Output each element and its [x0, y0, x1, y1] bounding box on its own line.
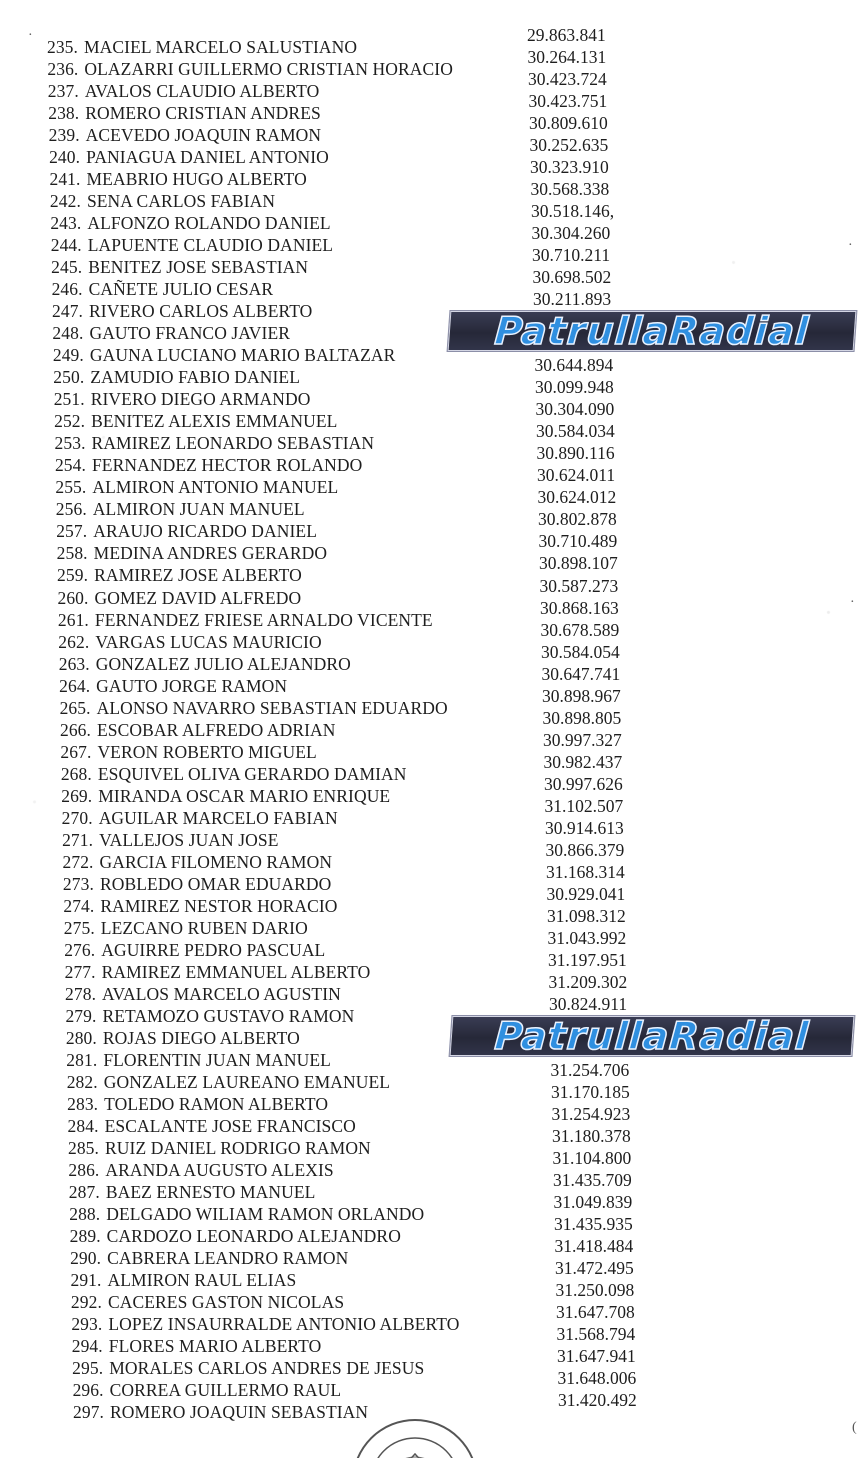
list-item [37, 278, 274, 300]
entry-dni: 30.898.805 [542, 707, 622, 728]
entry-number: 290. [70, 1248, 102, 1269]
entry-dni: 31.435.709 [553, 1170, 632, 1191]
entry-name: CAÑETE JULIO CESAR [88, 279, 274, 300]
entry-name: GONZALEZ JULIO ALEJANDRO [95, 653, 351, 674]
list-item [45, 741, 316, 763]
list-item [39, 410, 337, 432]
entry-name: VARGAS LUCAS MAURICIO [95, 631, 322, 652]
entry-name: ALFONZO ROLANDO DANIEL [87, 213, 331, 234]
list-item [47, 807, 338, 829]
entry-number: 276. [64, 939, 96, 960]
entry-name: BENITEZ JOSE SEBASTIAN [88, 257, 309, 278]
entry-dni: 30.584.054 [541, 641, 620, 662]
entry-number: 280. [65, 1027, 97, 1048]
entry-dni: 31.647.941 [557, 1346, 636, 1367]
list-item [56, 1269, 297, 1291]
list-item [53, 1115, 356, 1137]
list-item [56, 1313, 459, 1335]
entry-dni: 30.710.489 [538, 531, 618, 552]
entry-name: MACIEL MARCELO SALUSTIANO [84, 37, 358, 57]
list-item [41, 520, 317, 542]
entry-dni: 31.254.706 [550, 1059, 630, 1080]
entry-number: 286. [68, 1160, 100, 1181]
entry-name: FLORES MARIO ALBERTO [108, 1336, 322, 1357]
entry-dni: 30.898.967 [542, 685, 621, 706]
list-item [40, 432, 375, 454]
entry-name: ALMIRON ANTONIO MANUEL [92, 477, 339, 498]
entry-dni: 31.647.708 [556, 1302, 635, 1323]
entry-name: ESCOBAR ALFREDO ADRIAN [97, 719, 336, 740]
entry-name: MORALES CARLOS ANDRES DE JESUS [109, 1358, 425, 1379]
entry-dni: 30.802.878 [538, 509, 617, 530]
list-item [42, 564, 302, 586]
list-item [48, 873, 331, 895]
entry-dni: 30.624.012 [537, 487, 617, 508]
entry-number: 255. [55, 477, 87, 498]
entry-dni: 31.648.006 [557, 1368, 637, 1389]
entry-dni: 30.252.635 [529, 135, 609, 156]
watermark-text: PatrullaRadial [493, 309, 811, 354]
patrulla-radial-watermark [447, 310, 858, 352]
entry-name: ROMERO CRISTIAN ANDRES [85, 103, 321, 124]
entry-name: RUIZ DANIEL RODRIGO RAMON [105, 1138, 371, 1158]
entry-dni: 31.180.378 [552, 1126, 631, 1146]
list-item [54, 1203, 424, 1225]
list-item [45, 719, 335, 741]
entry-number: 279. [65, 1005, 97, 1026]
entry-name: ALMIRON JUAN MANUEL [92, 499, 305, 520]
entry-dni: 30.866.379 [545, 839, 625, 860]
list-item [52, 1093, 328, 1115]
entry-name: RAMIREZ EMMANUEL ALBERTO [101, 961, 371, 982]
list-item [32, 36, 357, 58]
entry-name: VERON ROBERTO MIGUEL [97, 741, 317, 762]
entry-number: 297. [73, 1402, 105, 1423]
list-item [50, 961, 371, 983]
entry-dni: 31.418.484 [554, 1236, 634, 1257]
entry-number: 261. [57, 609, 89, 630]
entry-name: FERNANDEZ HECTOR ROLANDO [91, 455, 363, 476]
list-item [49, 917, 308, 939]
entry-number: 289. [69, 1226, 101, 1247]
entry-name: TOLEDO RAMON ALBERTO [104, 1093, 329, 1114]
entry-name: ROBLEDO OMAR EDUARDO [99, 873, 332, 894]
list-item [58, 1401, 368, 1423]
entry-name: PANIAGUA DANIEL ANTONIO [86, 147, 329, 168]
entry-number: 296. [72, 1380, 104, 1401]
entry-number: 268. [60, 763, 92, 784]
entry-dni: 30.824.911 [549, 993, 628, 1014]
entry-name: GONZALEZ LAUREANO EMANUEL [103, 1071, 391, 1092]
entry-number: 242. [49, 191, 81, 212]
entry-dni: 31.254.923 [551, 1103, 631, 1124]
entry-dni: 30.568.338 [530, 179, 610, 200]
list-item [55, 1247, 348, 1269]
entry-dni: 31.435.935 [554, 1214, 633, 1235]
entry-number: 288. [69, 1204, 101, 1225]
entry-number: 264. [59, 675, 91, 696]
entry-dni: 30.304.260 [531, 223, 611, 244]
list-item [43, 631, 321, 653]
entry-name: CORREA GUILLERMO RAUL [109, 1380, 342, 1401]
entry-dni: 30.678.589 [540, 619, 620, 640]
list-item [44, 675, 287, 697]
list-item [53, 1137, 371, 1159]
entry-name: CARDOZO LEONARDO ALEJANDRO [106, 1226, 401, 1247]
entry-name: DELGADO WILIAM RAMON ORLANDO [106, 1204, 425, 1225]
entry-number: 262. [58, 631, 90, 652]
entry-name: ALONSO NAVARRO SEBASTIAN EDUARDO [96, 697, 448, 718]
list-item [43, 587, 302, 609]
list-item [44, 653, 351, 675]
entry-dni: 30.929.041 [546, 883, 626, 904]
entry-dni: 30.587.273 [539, 575, 619, 596]
list-item [35, 190, 275, 212]
entry-name: RAMIREZ JOSE ALBERTO [94, 565, 302, 586]
entry-number: 294. [71, 1336, 103, 1357]
entry-dni: 31.209.302 [548, 971, 628, 992]
entry-number: 251. [53, 389, 85, 410]
entry-name: ESQUIVEL OLIVA GERARDO DAMIAN [97, 763, 407, 784]
list-item [46, 785, 390, 807]
entry-dni: 30.624.011 [537, 465, 616, 486]
list-item [58, 1379, 342, 1401]
list-item [48, 851, 333, 873]
entry-number: 258. [56, 543, 88, 564]
entry-number: 249. [52, 345, 84, 366]
list-item [34, 124, 321, 146]
entry-number: 281. [66, 1049, 98, 1070]
entry-dni: 30.323.910 [530, 157, 609, 178]
entry-number: 285. [67, 1138, 99, 1158]
entry-dni: 31.197.951 [548, 949, 627, 970]
list-item [33, 102, 321, 124]
entry-dni: 31.104.800 [552, 1148, 632, 1169]
entry-number: 248. [52, 323, 84, 344]
entry-number: 238. [48, 103, 80, 124]
entry-number: 254. [54, 455, 86, 476]
entry-dni: 30.584.034 [536, 421, 615, 442]
entry-number: 287. [68, 1182, 100, 1203]
list-item [34, 146, 329, 168]
entry-number: 244. [50, 235, 82, 256]
entry-name: ESCALANTE JOSE FRANCISCO [104, 1115, 356, 1136]
list-item [33, 80, 320, 102]
entry-number: 239. [48, 125, 80, 146]
entry-name: RIVERO DIEGO ARMANDO [90, 389, 311, 410]
entry-dni: 30.644.894 [534, 355, 614, 376]
entry-name: ALMIRON RAUL ELIAS [107, 1270, 297, 1291]
entry-dni: 31.168.314 [546, 861, 625, 882]
entry-number: 282. [66, 1071, 98, 1092]
entry-dni: 31.049.839 [553, 1192, 633, 1213]
entry-name: ROMERO JOAQUIN SEBASTIAN [110, 1402, 369, 1423]
entry-name: SENA CARLOS FABIAN [86, 191, 276, 212]
entry-dni: 30.264.131 [527, 47, 607, 68]
list-item [50, 983, 341, 1005]
margin-speck: ( [852, 1420, 857, 1435]
entry-number: 260. [57, 587, 89, 608]
list-item [36, 234, 333, 256]
entry-name: MEABRIO HUGO ALBERTO [86, 169, 307, 190]
entry-name: BAEZ ERNESTO MANUEL [105, 1182, 316, 1203]
list-item [39, 388, 311, 410]
entry-name: CABRERA LEANDRO RAMON [107, 1248, 349, 1269]
entry-name: AVALOS MARCELO AGUSTIN [102, 983, 341, 1004]
list-item [43, 609, 433, 631]
list-item [47, 829, 278, 851]
entry-number: 277. [64, 961, 96, 982]
entry-number: 267. [60, 741, 92, 762]
entry-number: 257. [56, 521, 88, 542]
entry-name: VALLEJOS JUAN JOSE [99, 829, 279, 850]
entry-dni: 30.868.163 [540, 597, 619, 618]
entry-number: 292. [70, 1292, 102, 1313]
entry-number: 247. [52, 301, 84, 322]
list-item [32, 58, 453, 80]
entry-dni: 30.890.116 [536, 443, 615, 464]
entry-dni: 30.809.610 [529, 113, 608, 134]
entry-number: 263. [58, 653, 90, 674]
entry-name: MIRANDA OSCAR MARIO ENRIQUE [98, 785, 391, 806]
entry-dni: 31.170.185 [551, 1081, 630, 1102]
entry-dni: 30.898.107 [539, 553, 618, 574]
entry-name: LEZCANO RUBEN DARIO [100, 917, 308, 938]
list-item [49, 939, 325, 961]
list-item [48, 895, 337, 917]
entry-dni: 30.710.211 [532, 245, 611, 266]
patrulla-radial-watermark [449, 1015, 856, 1057]
entry-dni: 30.997.327 [543, 729, 622, 750]
entry-dni: 31.420.492 [558, 1390, 637, 1411]
list-item [40, 476, 338, 498]
entry-dni: 30.982.437 [543, 751, 623, 772]
entry-name: GAUNA LUCIANO MARIO BALTAZAR [89, 345, 396, 366]
entry-number: 291. [70, 1270, 102, 1291]
entry-number: 293. [71, 1314, 103, 1335]
entry-dni: 29.863.841 [527, 25, 606, 45]
entry-name: ROJAS DIEGO ALBERTO [102, 1027, 300, 1048]
entry-number: 278. [65, 983, 97, 1004]
entry-number: 245. [51, 257, 83, 278]
list-item [35, 212, 330, 234]
list-item [52, 1071, 390, 1093]
margin-speck: · [850, 595, 855, 610]
entry-name: GAUTO JORGE RAMON [96, 675, 288, 696]
list-item [42, 542, 328, 564]
entry-name: GOMEZ DAVID ALFREDO [94, 587, 302, 608]
official-seal-stamp [345, 1412, 485, 1458]
list-item [38, 366, 300, 388]
list-item [36, 256, 308, 278]
entry-number: 246. [51, 279, 83, 300]
entry-dni: 30.647.741 [541, 663, 621, 684]
entry-dni: 30.997.626 [544, 773, 623, 794]
entry-dni: 30.423.724 [528, 69, 607, 90]
entry-number: 259. [57, 565, 89, 586]
entry-name: ARANDA AUGUSTO ALEXIS [105, 1160, 334, 1181]
entry-dni: 30.914.613 [545, 817, 624, 838]
entry-number: 269. [61, 785, 93, 806]
entry-name: LOPEZ INSAURRALDE ANTONIO ALBERTO [108, 1314, 460, 1335]
entry-name: BENITEZ ALEXIS EMMANUEL [91, 411, 338, 432]
entry-number: 250. [53, 367, 85, 388]
entry-name: AGUIRRE PEDRO PASCUAL [101, 939, 326, 960]
entry-number: 235. [46, 37, 78, 57]
entry-dni: 30.099.948 [535, 377, 614, 398]
entry-name: RIVERO CARLOS ALBERTO [89, 301, 313, 322]
entry-name: RETAMOZO GUSTAVO RAMON [102, 1005, 355, 1026]
entry-name: AGUILAR MARCELO FABIAN [98, 807, 338, 828]
entry-number: 272. [62, 851, 94, 872]
entry-dni: 30.698.502 [532, 267, 612, 288]
list-item [37, 322, 290, 344]
entry-number: 283. [67, 1093, 99, 1114]
entry-name: ARAUJO RICARDO DANIEL [93, 521, 317, 542]
entry-number: 252. [54, 411, 86, 432]
entry-name: AVALOS CLAUDIO ALBERTO [84, 81, 320, 102]
entry-name: GAUTO FRANCO JAVIER [89, 323, 291, 344]
entry-dni: 30.304.090 [535, 399, 615, 420]
entry-number: 275. [63, 917, 95, 938]
list-item [51, 1027, 300, 1049]
entry-number: 274. [63, 895, 95, 916]
entry-dni: 31.250.098 [555, 1280, 635, 1301]
entry-number: 295. [72, 1358, 104, 1379]
entry-number: 271. [62, 829, 94, 850]
entry-dni: 31.568.794 [556, 1324, 636, 1345]
entry-dni: 30.211.893 [533, 289, 612, 310]
entry-name: MEDINA ANDRES GERARDO [93, 543, 328, 564]
entry-dni: 31.102.507 [544, 795, 624, 816]
entry-number: 241. [49, 169, 81, 190]
entry-name: FERNANDEZ FRIESE ARNALDO VICENTE [94, 609, 433, 630]
list-item [55, 1225, 401, 1247]
entry-name: RAMIREZ NESTOR HORACIO [100, 895, 338, 916]
entry-number: 273. [62, 873, 94, 894]
entry-dni: 31.472.495 [555, 1258, 634, 1279]
list-item [54, 1181, 316, 1203]
entry-name: GARCIA FILOMENO RAMON [99, 851, 333, 872]
margin-speck: · [848, 238, 853, 253]
entry-number: 240. [49, 147, 81, 168]
list-item [37, 300, 312, 322]
entry-number: 266. [59, 719, 92, 740]
entry-dni: 31.043.992 [547, 927, 627, 948]
entry-number: 265. [59, 697, 91, 718]
entry-number: 270. [61, 807, 93, 828]
list-item [45, 697, 448, 719]
list-item [50, 1005, 354, 1027]
entry-name: OLAZARRI GUILLERMO CRISTIAN HORACIO [84, 59, 453, 80]
entry-number: 236. [47, 59, 79, 80]
entry-number: 256. [55, 499, 87, 520]
entry-number: 284. [67, 1115, 99, 1136]
margin-speck: · [28, 28, 33, 43]
list-item [56, 1291, 344, 1313]
entry-name: CACERES GASTON NICOLAS [107, 1292, 345, 1313]
entry-number: 253. [54, 433, 86, 454]
list-item [38, 344, 396, 366]
list-item [57, 1357, 424, 1379]
list-item [35, 168, 307, 190]
watermark-text: PatrullaRadial [493, 1013, 811, 1058]
entry-name: ACEVEDO JOAQUIN RAMON [85, 125, 322, 146]
list-item [46, 763, 407, 785]
entry-name: RAMIREZ LEONARDO SEBASTIAN [91, 433, 375, 454]
entry-dni: 30.518.146, [531, 201, 615, 222]
entry-name: ZAMUDIO FABIO DANIEL [90, 367, 301, 388]
entry-name: LAPUENTE CLAUDIO DANIEL [87, 235, 334, 256]
entry-number: 243. [50, 213, 82, 234]
entry-dni: 30.423.751 [528, 91, 608, 112]
entry-dni: 31.098.312 [547, 905, 626, 926]
list-item [57, 1335, 322, 1357]
entry-name: FLORENTIN JUAN MANUEL [103, 1049, 331, 1070]
entry-number: 237. [47, 81, 79, 102]
list-item [41, 498, 305, 520]
list-item [53, 1159, 333, 1181]
list-item [40, 454, 362, 476]
list-item [51, 1049, 331, 1071]
